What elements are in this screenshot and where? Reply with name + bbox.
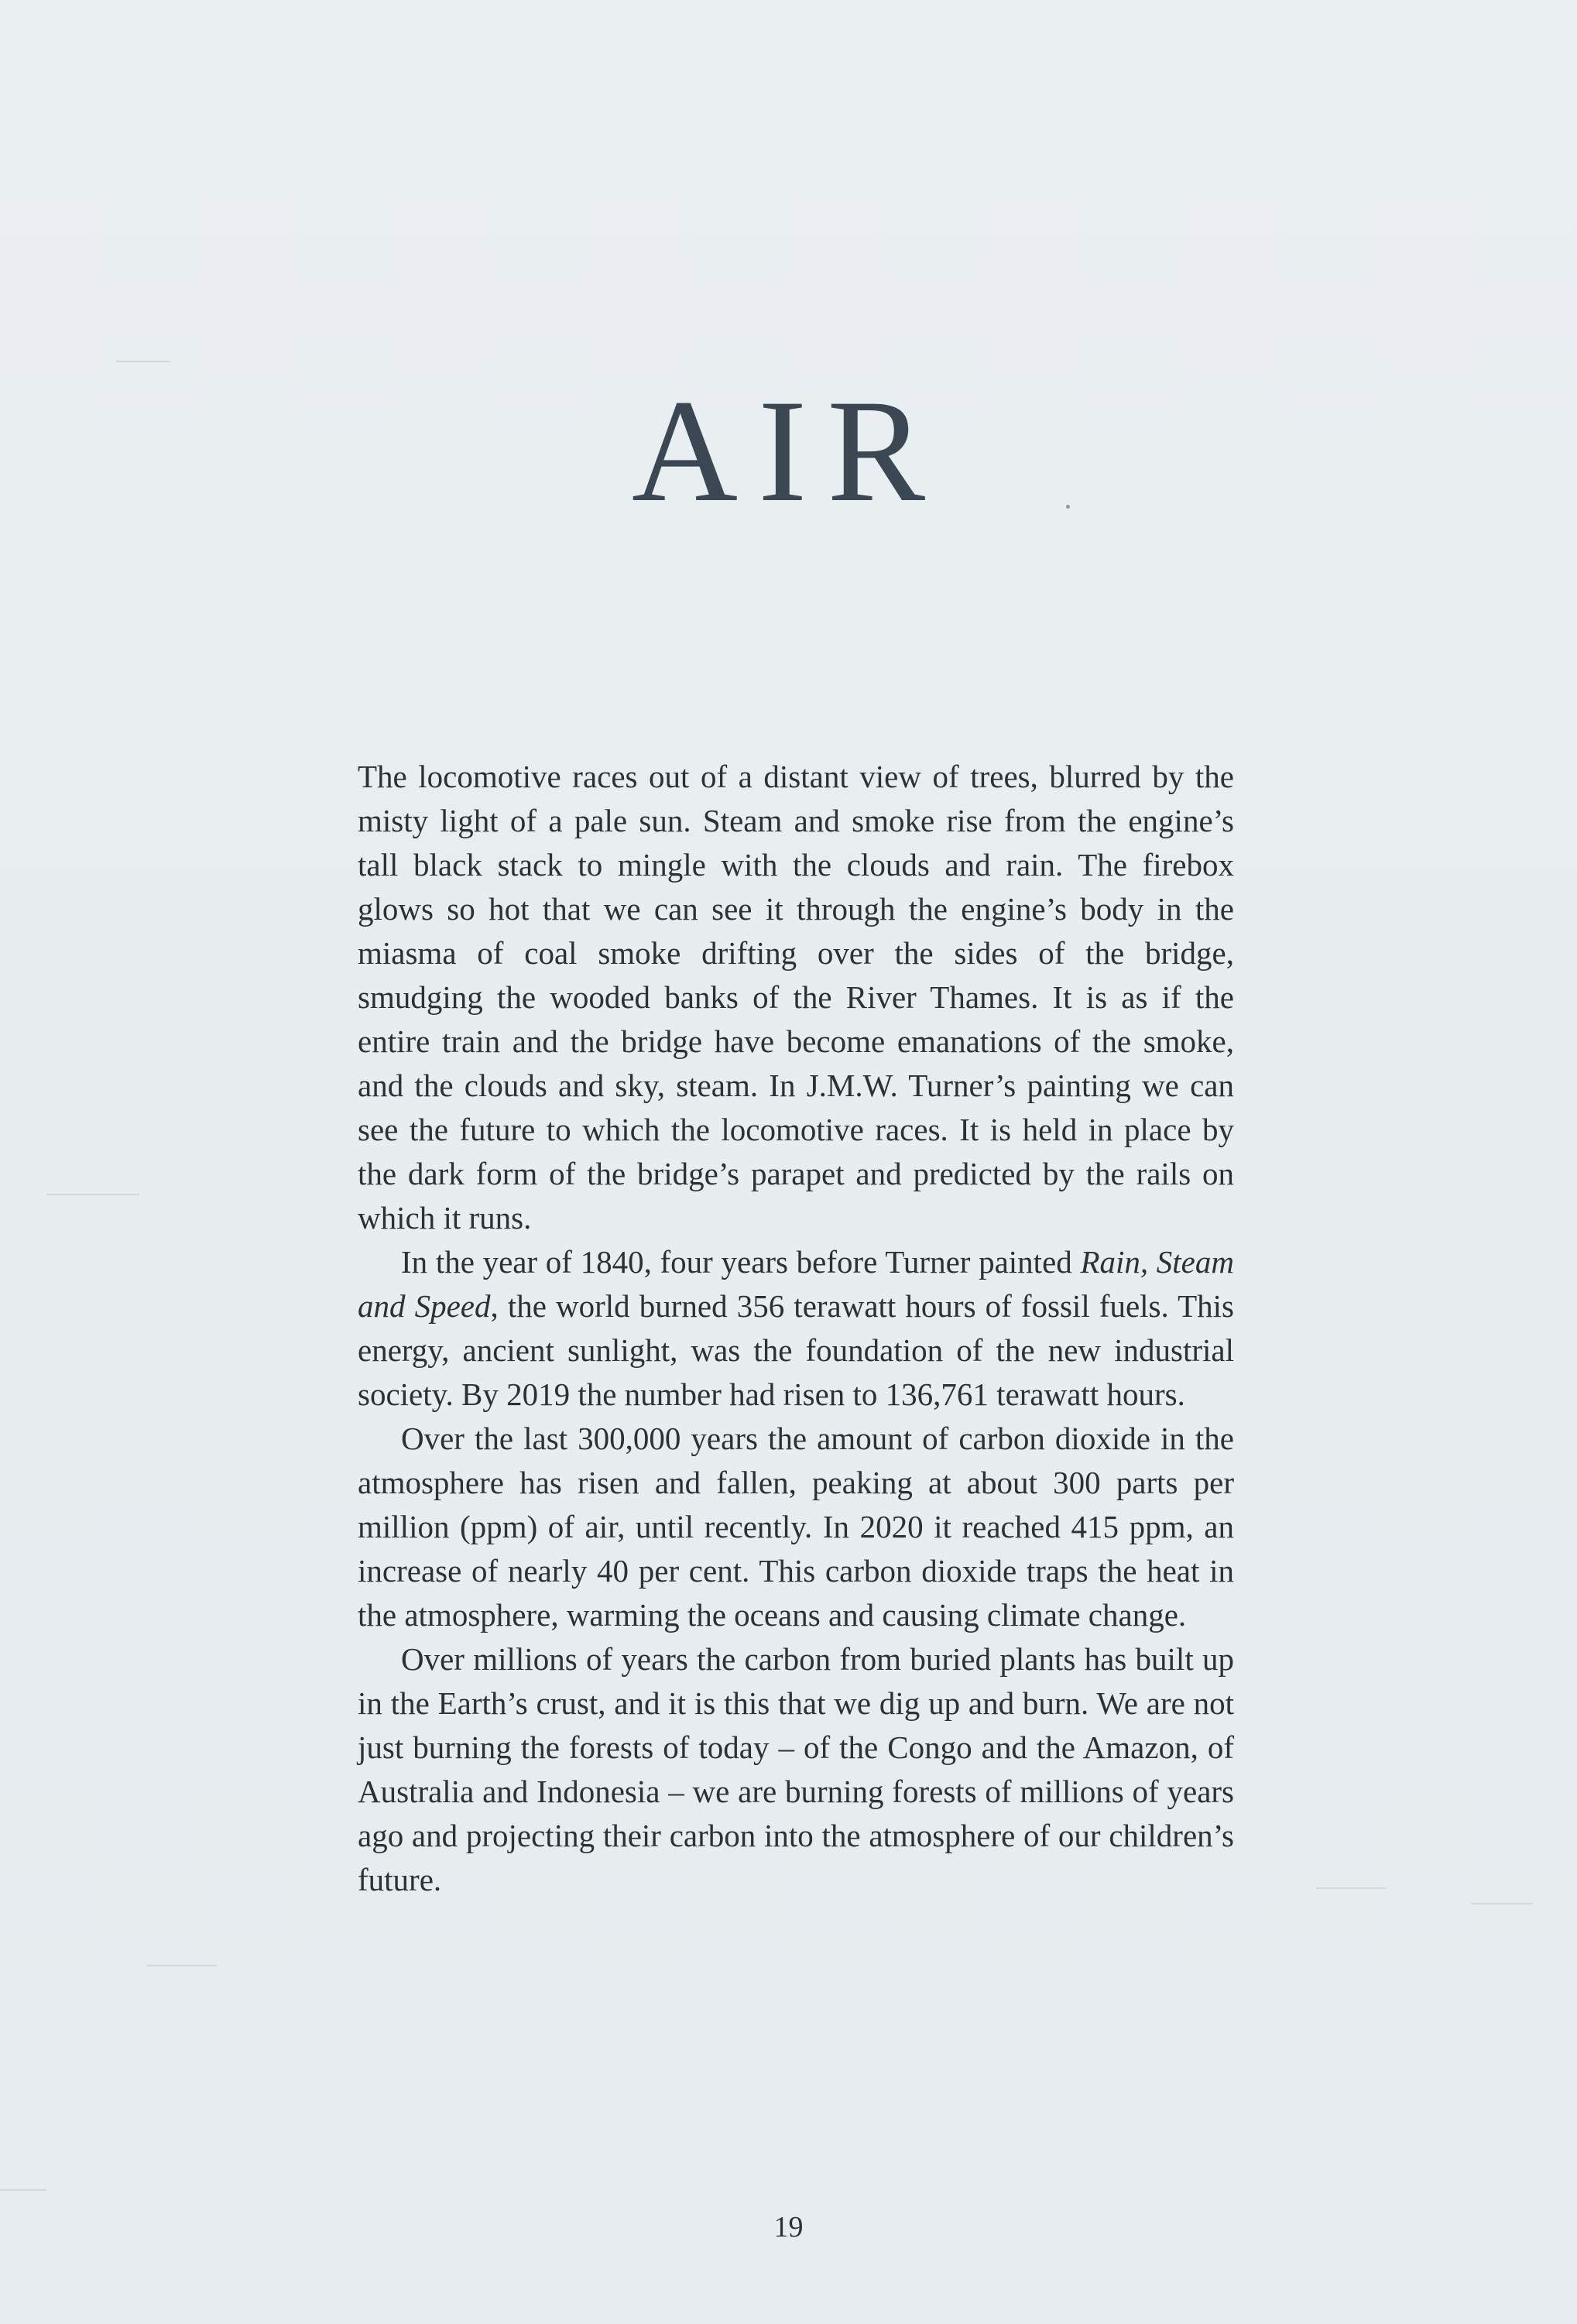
paper-scuff-mark	[1471, 1903, 1533, 1904]
paper-scuff-mark	[116, 361, 170, 362]
paper-scuff-mark	[0, 2189, 46, 2191]
paragraph-2-text-after: , the world burned 356 terawatt hours of fossil fuels. This energy, ancient sunlight, was the foundation of the new industrial society. By 2019 the number had risen to 136,761 terawatt hours.	[358, 1288, 1234, 1412]
chapter-title: AIR	[631, 370, 946, 533]
paper-speck	[1066, 505, 1070, 509]
paper-scuff-mark	[147, 1965, 217, 1966]
paper-scuff-mark	[46, 1194, 139, 1195]
paper-scuff-mark	[1316, 1887, 1386, 1889]
body-text	[358, 755, 1234, 1902]
paragraph-2	[358, 1240, 1234, 1417]
painting-title-italic: Rain, Steam and Speed	[358, 1244, 1234, 1324]
paragraph-4: Over millions of years the carbon from buried plants has built up in the Earth’s crust, and it is this that we dig up and burn. We are not just burning the forests of today – of the Congo and the Amazon, of Australia and Indonesia – we are burning forests of millions of years ago and projecting their carbon into the atmosphere of our children’s future.	[358, 1641, 1234, 1897]
paragraph-2-text-before: In the year of 1840, four years before Turner painted	[401, 1244, 1081, 1280]
paragraph-3: Over the last 300,000 years the amount of carbon dioxide in the atmosphere has risen and fallen, peaking at about 300 parts per million (ppm) of air, until recently. In 2020 it reached 415 ppm, an increase of nearly 40 per cent. This carbon dioxide traps the heat in the atmosphere, warming the oceans and causing climate change.	[358, 1421, 1234, 1633]
paragraph-1: The locomotive races out of a distant view of trees, blurred by the misty light of a pale sun. Steam and smoke rise from the engine’s tall black stack to mingle with the clouds and rain. The firebox glows so hot that we can see it through the engine’s body in the miasma of coal smoke drifting over the sides of the bridge, smudging the wooded banks of the River Thames. It is as if the entire train and the bridge have become emanations of the smoke, and the clouds and sky, steam. In J.M.W. Turner’s painting we can see the future to which the locomotive races. It is held in place by the dark form of the bridge’s parapet and predicted by the rails on which it runs.	[358, 759, 1234, 1236]
page-number: 19	[773, 2211, 804, 2243]
